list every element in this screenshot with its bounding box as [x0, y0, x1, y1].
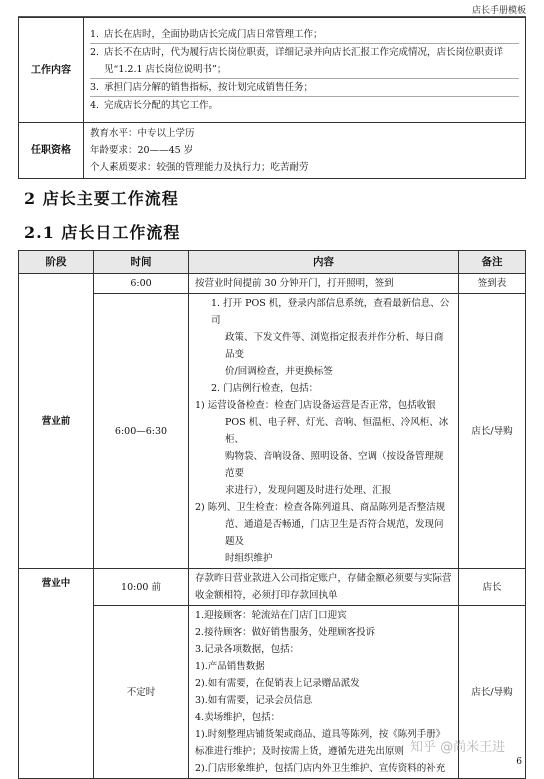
table-row — [19, 294, 526, 569]
qual-line: 个人素质要求：较强的管理能力及执行力；吃苦耐劳 — [90, 162, 309, 173]
qual-line: 教育水平：中专以上学历 — [90, 128, 195, 139]
table-row — [19, 569, 526, 606]
header-title: 店长手册模板 — [471, 6, 526, 16]
item-num: 3. — [90, 82, 100, 93]
job-description-table — [18, 17, 526, 179]
section-heading: 2 店长主要工作流程 — [24, 189, 179, 208]
content-line: 标准进行维护；及时按需上货，遵循先进先出原则 — [195, 746, 405, 757]
item-text: 店长不在店时，代为履行店长岗位职责，详细记录并向店长汇报工作完成情况，店长岗位职责详见“1.2.1 店长岗位说明书”； — [104, 47, 504, 75]
table-header-row — [19, 251, 526, 274]
item-num: 1. — [90, 29, 100, 40]
daily-workflow-table — [18, 250, 526, 779]
content-line: 4.卖场维护，包括： — [195, 712, 281, 723]
content-cell — [189, 569, 459, 606]
subsection-heading: 2.1 店长日工作流程 — [24, 223, 181, 242]
column-header: 备注 — [459, 251, 526, 274]
content-line: 收金额相符，必须打印存款回执单 — [195, 590, 338, 601]
time-cell: 10:00 前 — [94, 569, 189, 606]
content-line: POS 机、电子秤、灯光、音响、恒温柜、冷风柜、冰柜、 — [225, 417, 449, 445]
content-line: 购物袋、音响设备、照明设备、空调（按设备管理规范要 — [225, 451, 444, 479]
note-cell: 店长/导购 — [459, 606, 526, 779]
content-line: 1) 运营设备检查：检查门店设备运营是否正常，包括收银 — [195, 400, 436, 411]
stage-cell: 营业前 — [19, 274, 94, 569]
content-line: 1).时刻整理店铺货架或商品、道具等陈列，按《陈列手册》 — [195, 729, 446, 740]
work-content-cell — [84, 18, 526, 123]
content-line: 价/回调检查，并更换标签 — [225, 366, 333, 377]
watermark: 知乎 @尚米王进 — [410, 740, 506, 755]
content-line: 政策、下发文件等、浏览指定报表并作分析、每日商品变 — [225, 332, 444, 360]
note-cell: 签到表 — [459, 274, 526, 294]
item-text: 完成店长分配的其它工作。 — [104, 100, 219, 111]
item-text: 承担门店分解的销售指标，按计划完成销售任务； — [104, 82, 314, 93]
content-line: 1.迎接顾客：轮流站在门店门口迎宾 — [195, 610, 347, 621]
content-line: 2) 陈列、卫生检查：检查各陈列道具、商品陈列是否整洁规 — [195, 502, 446, 513]
page-number: 6 — [516, 757, 522, 767]
table-row — [19, 274, 526, 294]
column-header: 内容 — [189, 251, 459, 274]
content-line: 时组织维护 — [225, 553, 273, 564]
content-line: 2).如有需要，在促销表上记录赠品派发 — [195, 678, 360, 689]
time-cell: 6:00—6:30 — [94, 294, 189, 569]
content-line: 2. 门店例行检查，包括： — [211, 383, 319, 394]
stage-cell: 营业中 — [19, 569, 94, 779]
qualification-cell — [84, 123, 526, 179]
work-item — [90, 97, 519, 114]
item-num: 2. — [90, 47, 100, 58]
content-line: 3).如有需要，记录会员信息 — [195, 695, 313, 706]
qual-line: 年龄要求：20——45 岁 — [90, 145, 194, 156]
item-text: 店长在店时，全面协助店长完成门店日常管理工作； — [104, 29, 323, 40]
work-item — [90, 44, 519, 79]
content-line: 求进行），发现问题及时进行处理、汇报 — [225, 485, 392, 496]
column-header: 时间 — [94, 251, 189, 274]
content-line: 2).门店形象维护，包括门店内外卫生维护、宣传资料的补充 — [195, 763, 446, 774]
content-cell — [189, 294, 459, 569]
work-content-label: 工作内容 — [19, 18, 84, 123]
time-cell: 6:00 — [94, 274, 189, 294]
note-cell: 店长/导购 — [459, 294, 526, 569]
work-item — [90, 26, 519, 44]
time-cell: 不定时 — [94, 606, 189, 779]
work-item — [90, 79, 519, 97]
content-cell: 按营业时间提前 30 分钟开门，打开照明，签到 — [189, 274, 459, 294]
content-line: 2.接待顾客：做好销售服务，处理顾客投诉 — [195, 627, 376, 638]
content-line: 3.记录各项数据，包括： — [195, 644, 300, 655]
content-line: 1. 打开 POS 机，登录内部信息系统，查看最新信息、公司 — [211, 298, 450, 326]
content-line: 1).产品销售数据 — [195, 661, 265, 672]
item-num: 4. — [90, 100, 100, 111]
qualification-label: 任职资格 — [19, 123, 84, 179]
column-header: 阶段 — [19, 251, 94, 274]
content-line: 存款昨日营业款进入公司指定账户，存储金额必须要与实际营 — [195, 573, 452, 584]
note-cell: 店长 — [459, 569, 526, 606]
content-line: 范、通道是否畅通，门店卫生是否符合规范，发现问题及 — [225, 519, 444, 547]
